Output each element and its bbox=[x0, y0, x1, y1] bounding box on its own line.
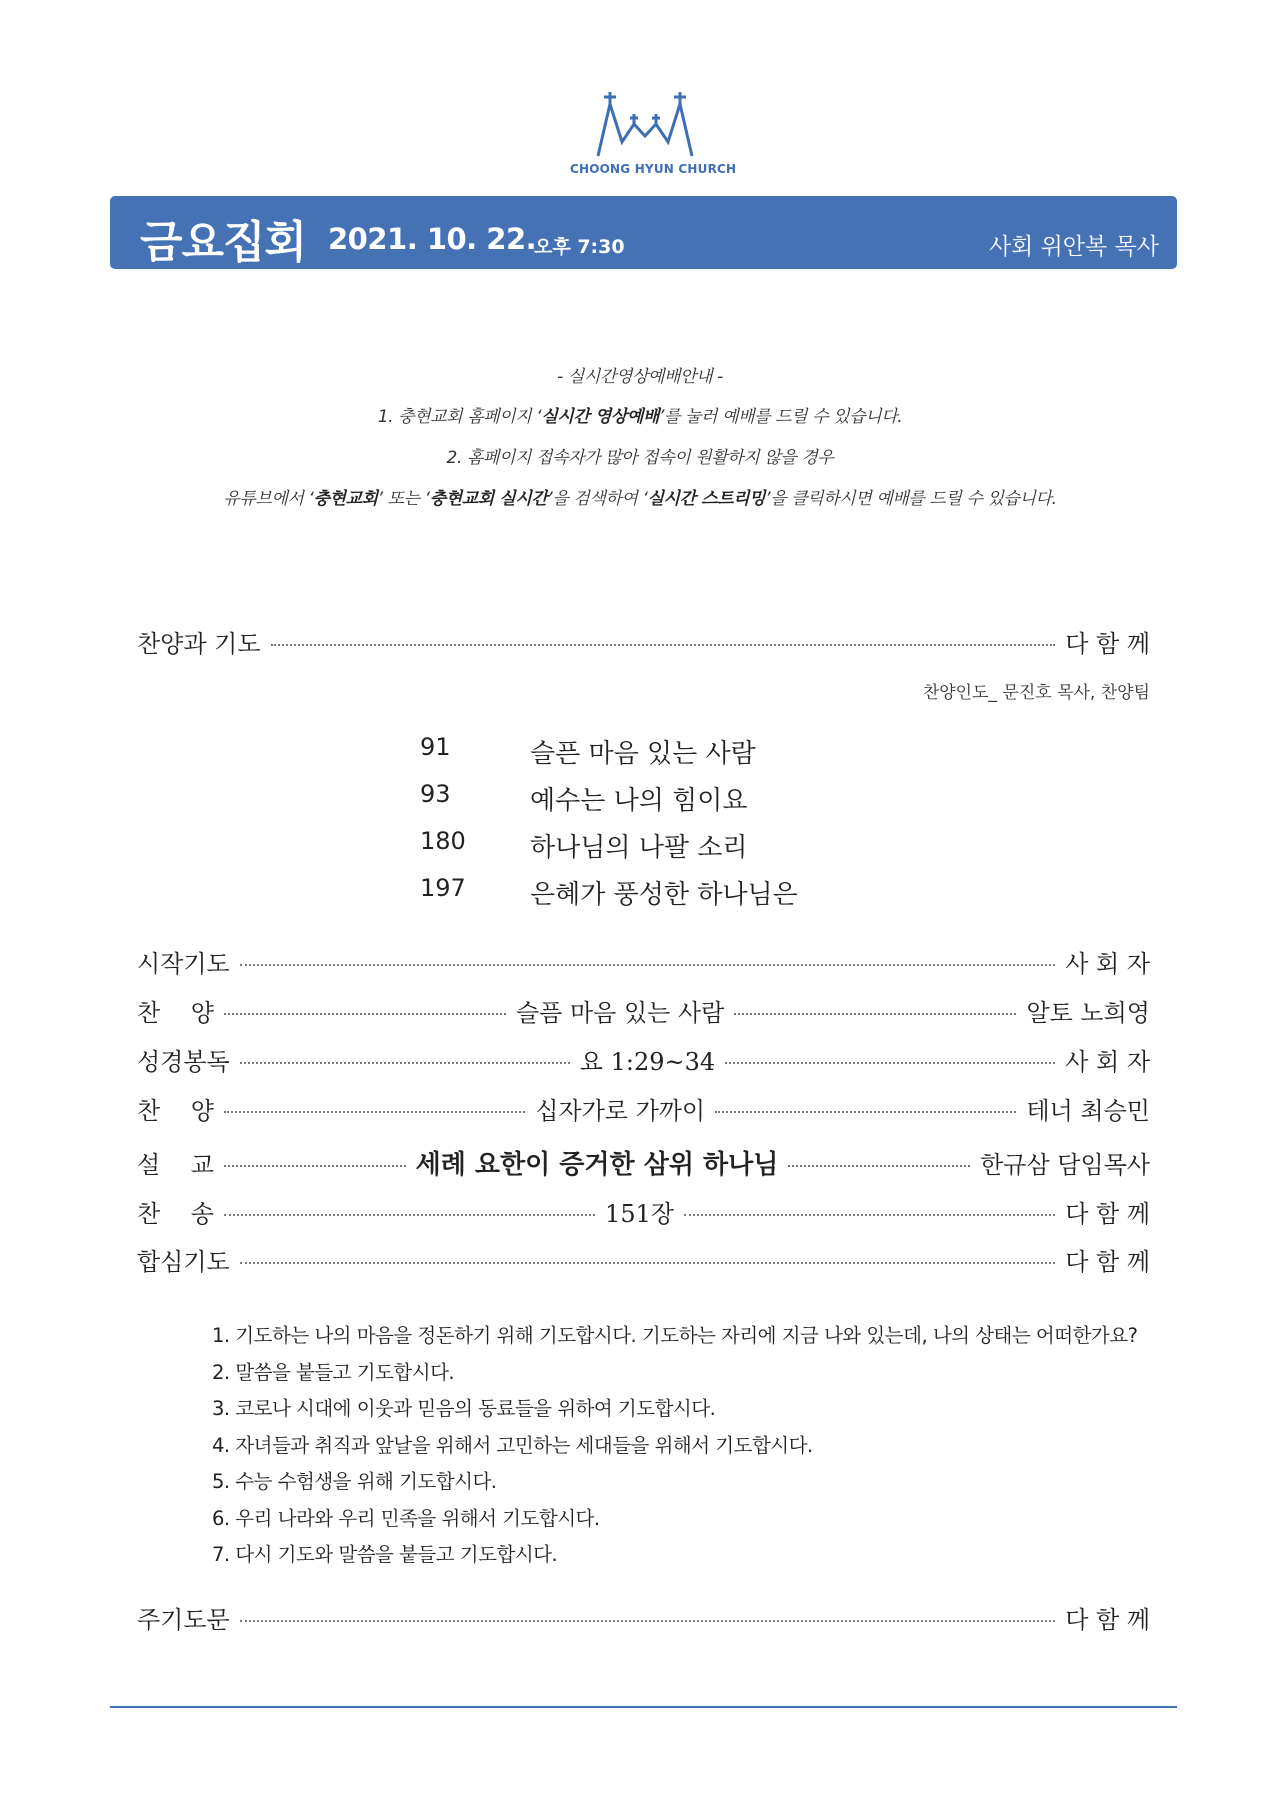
dot-leader bbox=[224, 1214, 595, 1216]
service-title: 금요집회 bbox=[140, 217, 307, 268]
church-name: CHOONG HYUN CHURCH bbox=[570, 162, 737, 176]
service-header bbox=[110, 196, 1177, 269]
dot-leader bbox=[684, 1214, 1055, 1216]
hymn-item: 93 예수는 나의 힘이요 bbox=[420, 780, 748, 816]
order-leader: 다 함 께 bbox=[1065, 629, 1150, 658]
dot-leader bbox=[224, 1165, 406, 1167]
dot-leader bbox=[224, 1013, 506, 1015]
service-date: 2021. 10. 22. bbox=[328, 222, 537, 256]
prayer-item: 7. 다시 기도와 말씀을 붙들고 기도합시다. bbox=[212, 1543, 558, 1566]
hymn-item: 197 은혜가 풍성한 하나님은 bbox=[420, 874, 798, 910]
sermon-title: 세례 요한이 증거한 삼위 하나님 bbox=[415, 1149, 779, 1180]
prayer-item: 3. 코로나 시대에 이웃과 믿음의 동료들을 위하여 기도합시다. bbox=[212, 1397, 716, 1420]
order-scripture: 성경봉독 요 1:29~34 사 회 자 bbox=[137, 1047, 1151, 1076]
church-logo bbox=[570, 90, 737, 190]
dot-leader bbox=[715, 1111, 1016, 1113]
prayer-item: 6. 우리 나라와 우리 민족을 위해서 기도합시다. bbox=[212, 1506, 600, 1530]
prayer-item: 5. 수능 수험생을 위해 기도합시다. bbox=[212, 1470, 497, 1493]
dot-leader bbox=[240, 1262, 1055, 1264]
notice-line-3: 유튜브에서 ‘충현교회’ 또는 ‘충현교회 실시간’을 검색하여 ‘실시간 스트리밍’을 클릭하시면 예배를 드릴 수 있습니다. bbox=[223, 489, 1057, 509]
praise-leader-note: 찬양인도_ 문진호 목사, 찬양팀 bbox=[922, 683, 1150, 703]
hymn-item: 180 하나님의 나팔 소리 bbox=[420, 827, 748, 863]
dot-leader bbox=[734, 1013, 1016, 1015]
order-anthem-2: 찬 양 십자가로 가까이 테너 최승민 bbox=[137, 1096, 1150, 1125]
dot-leader bbox=[240, 1620, 1055, 1622]
order-hymn: 찬 송 151장 다 함 께 bbox=[137, 1199, 1151, 1228]
dot-leader bbox=[224, 1111, 525, 1113]
order-anthem-1: 찬 양 슬픔 마음 있는 사람 알토 노희영 bbox=[137, 998, 1150, 1027]
order-sermon: 설 교 세례 요한이 증거한 삼위 하나님 한규삼 담임목사 bbox=[137, 1143, 1150, 1181]
order-opening-prayer: 시작기도 사 회 자 bbox=[137, 949, 1150, 978]
prayer-item: 4. 자녀들과 취직과 앞날을 위해서 고민하는 세대들을 위해서 기도합시다. bbox=[212, 1433, 813, 1457]
order-lords-prayer: 주기도문 다 함 께 bbox=[137, 1605, 1150, 1634]
order-label: 찬양과 기도 bbox=[137, 629, 261, 658]
dot-leader bbox=[240, 1062, 570, 1064]
hymn-item: 91 슬픈 마음 있는 사람 bbox=[420, 733, 756, 769]
service-leader: 사회 위안복 목사 bbox=[988, 234, 1159, 260]
prayer-item: 1. 기도하는 나의 마음을 정돈하기 위해 기도합시다. 기도하는 자리에 지금 나와 있는데, 나의 상태는 어떠한가요? bbox=[212, 1324, 1138, 1347]
dot-leader bbox=[271, 644, 1056, 646]
service-time: 오후 7:30 bbox=[534, 236, 625, 258]
notice-heading: - 실시간영상예배안내 - bbox=[557, 367, 723, 387]
dot-leader bbox=[725, 1062, 1055, 1064]
church-spires-icon bbox=[590, 90, 700, 160]
order-praise-prayer bbox=[137, 622, 1150, 660]
footer-divider bbox=[110, 1706, 1177, 1708]
notice-line-2: 2. 홈페이지 접속자가 많아 접속이 원활하지 않을 경우 bbox=[446, 448, 834, 468]
dot-leader bbox=[788, 1165, 970, 1167]
notice-line-1: 1. 충현교회 홈페이지 ‘실시간 영상예배’를 눌러 예배를 드릴 수 있습니다. bbox=[377, 407, 903, 427]
preacher: 한규삼 담임목사 bbox=[980, 1150, 1150, 1179]
prayer-item: 2. 말씀을 붙들고 기도합시다. bbox=[212, 1360, 455, 1384]
dot-leader bbox=[240, 964, 1055, 966]
prayer-list bbox=[212, 1318, 1137, 1574]
order-unison-prayer: 합심기도 다 함 께 bbox=[137, 1247, 1150, 1276]
